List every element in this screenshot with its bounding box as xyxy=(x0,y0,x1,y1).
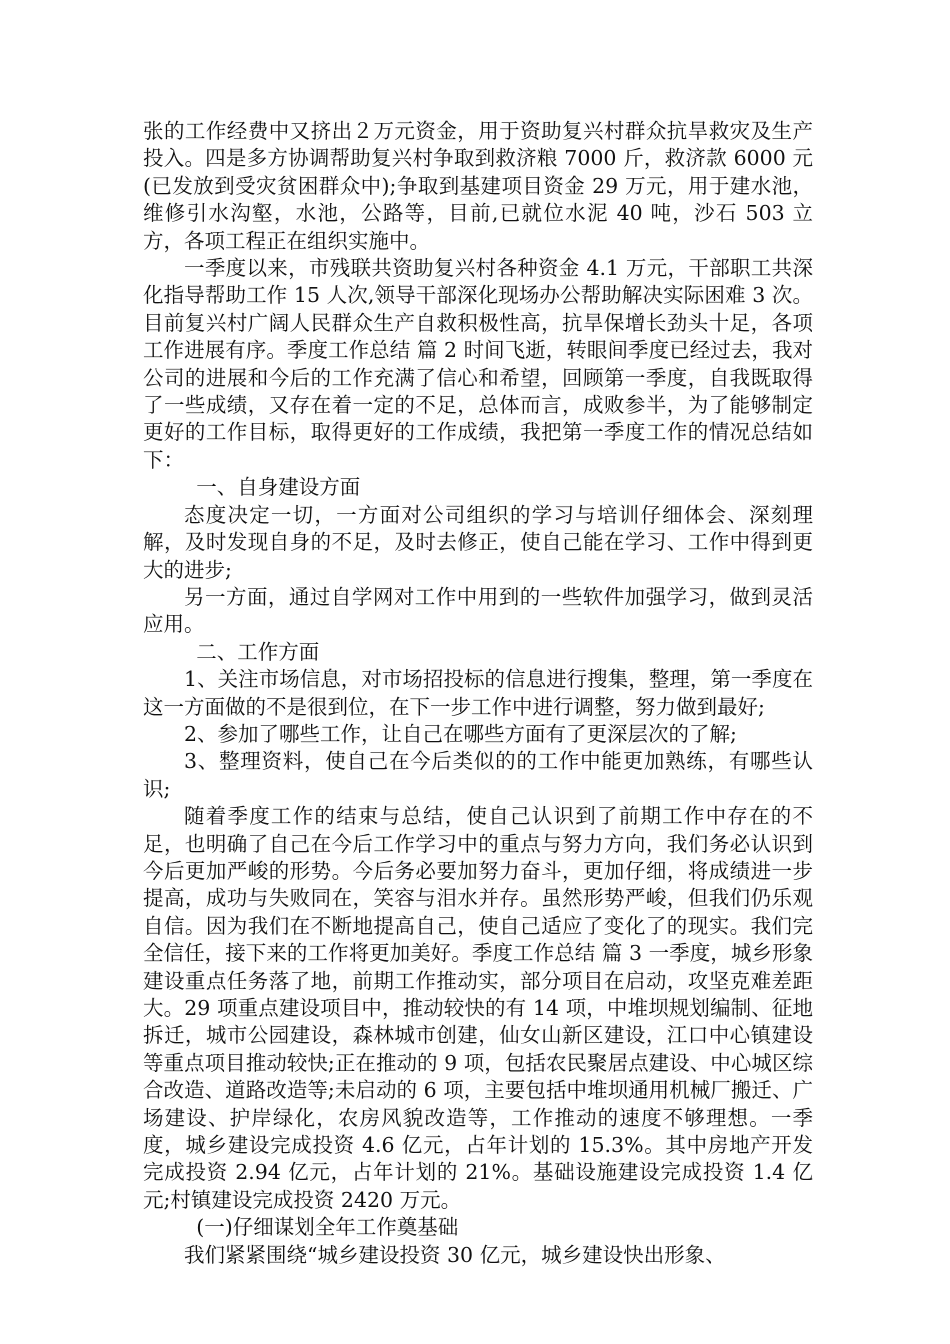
paragraph-4: 另一方面，通过自学网对工作中用到的一些软件加强学习，做到灵活应用。 xyxy=(143,584,813,637)
section-heading-planning: (一)仔细谋划全年工作奠基础 xyxy=(196,1215,459,1240)
list-item-2: 2、参加了哪些工作，让自己在哪些方面有了更深层次的了解; xyxy=(184,721,737,746)
paragraph-3: 态度决定一切，一方面对公司组织的学习与培训仔细体会、深刻理解，及时发现自身的不足，及时去修正，使自己能在学习、工作中得到更大的进步; xyxy=(143,502,813,582)
list-item-3: 3、整理资料，使自己在今后类似的的工作中能更加熟练，有哪些认识; xyxy=(143,749,813,801)
paragraph-2: 一季度以来，市残联共资助复兴村各种资金 4.1 万元，干部职工共深化指导帮助工作 15 人次,领导干部深化现场办公帮助解决实际困难 3 次。目前复兴村广阔人民群众生产自救积极性高，抗旱保增长劲头十足，各项工作进展有序。季度工作总结 篇 2 时间飞逝，转眼间季度已经过去，我对公司的进展和今后的工作充满了信心和希望，回顾第一季度，自我既取得了一些成绩，又存在着一定的不足，总体而言，成败参半，为了能够制定更好的工作目标，取得更好的工作成绩，我把第一季度工作的情况总结如下： xyxy=(143,256,813,472)
paragraph-6: 我们紧紧围绕“城乡建设投资 30 亿元，城乡建设快出形象、 xyxy=(184,1242,726,1267)
section-heading-self-building: 一、自身建设方面 xyxy=(196,475,361,500)
paragraph-1: 张的工作经费中又挤出２万元资金，用于资助复兴村群众抗旱救灾及生产投入。四是多方协调帮助复兴村争取到救济粮 7000 斤，救济款 6000 元(已发放到受灾贫困群众中);争取到基建项目资金 29 万元，用于建水池，维修引水沟壑，水池，公路等，目前,已就位水泥 40 吨，沙石 503 立方，各项工程正在组织实施中。 xyxy=(143,119,813,253)
document-page xyxy=(143,118,813,1269)
section-heading-work: 二、工作方面 xyxy=(196,639,320,664)
list-item-1: 1、关注市场信息，对市场招投标的信息进行搜集，整理，第一季度在这一方面做的不是很到位，在下一步工作中进行调整，努力做到最好; xyxy=(143,667,813,719)
paragraph-5: 随着季度工作的结束与总结，使自己认识到了前期工作中存在的不足，也明确了自己在今后工作学习中的重点与努力方向，我们务必认识到今后更加严峻的形势。今后务必要加努力奋斗，更加仔细，将成绩进一步提高，成功与失败同在，笑容与泪水并存。虽然形势严峻，但我们仍乐观自信。因为我们在不断地提高自己，使自己适应了变化了的现实。我们完全信任，接下来的工作将更加美好。季度工作总结 篇 3 一季度，城乡形象建设重点任务落了地，前期工作推动实，部分项目在启动，攻坚克难差距大。29 项重点建设项目中，推动较快的有 14 项，中堆坝规划编制、征地拆迁，城市公园建设，森林城市创建，仙女山新区建设，江口中心镇建设等重点项目推动较快;正在推动的 9 项，包括农民聚居点建设、中心城区综合改造、道路改造等;未启动的 6 项，主要包括中堆坝通用机械厂搬迁、广场建设、护岸绿化，农房风貌改造等，工作推动的速度不够理想。一季度，城乡建设完成投资 4.6 亿元，占年计划的 15.3%。其中房地产开发完成投资 2.94 亿元，占年计划的 21%。基础设施建设完成投资 1.4 亿元;村镇建设完成投资 2420 万元。 xyxy=(143,804,813,1212)
